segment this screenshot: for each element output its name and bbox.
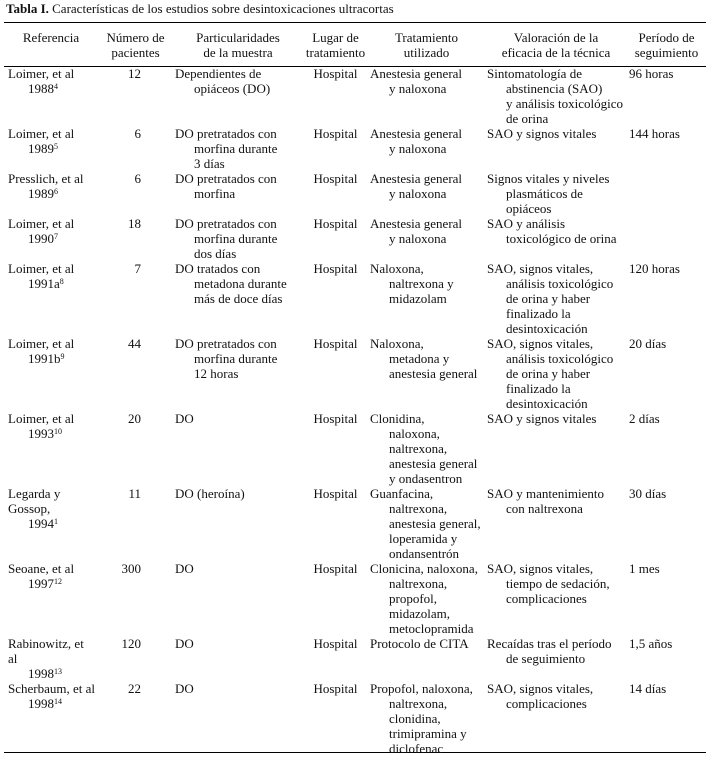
ref-year-value: 1994 bbox=[28, 516, 54, 531]
ref-year-value: 1990 bbox=[28, 231, 54, 246]
table-row bbox=[4, 561, 706, 636]
cell-referencia bbox=[4, 216, 98, 261]
ref-citation: 5 bbox=[54, 142, 58, 151]
cell-line: naltrexona, bbox=[389, 696, 448, 711]
cell-referencia bbox=[4, 636, 98, 681]
cell-line: y naloxona bbox=[389, 186, 447, 201]
ref-citation: 9 bbox=[60, 352, 65, 361]
cell-line: naltrexona, bbox=[389, 501, 448, 516]
cell-line: SAO y mantenimiento bbox=[487, 486, 604, 501]
table-row bbox=[4, 66, 706, 126]
ref-citation: 8 bbox=[59, 277, 64, 286]
cell-referencia bbox=[4, 66, 98, 126]
ref-year bbox=[8, 231, 58, 246]
ref-authors: Loimer, et al bbox=[8, 126, 75, 141]
cell-lugar: Hospital bbox=[313, 486, 358, 501]
cell-line: SAO y signos vitales bbox=[487, 126, 597, 141]
ref-year bbox=[8, 186, 58, 201]
ref-authors: Seoane, et al bbox=[8, 561, 75, 576]
cell-line: morfina bbox=[194, 186, 236, 201]
cell-line: desintoxicación bbox=[506, 321, 588, 336]
cell-line: DO (heroína) bbox=[175, 486, 245, 501]
cell-valoracion bbox=[485, 66, 627, 126]
ref-year-value: 1989 bbox=[28, 141, 54, 156]
cell-particularidades bbox=[173, 66, 303, 126]
cell-line: y análisis toxicológico bbox=[506, 96, 623, 111]
cell-line: DO pretratados con bbox=[175, 126, 277, 141]
cell-particularidades bbox=[173, 486, 303, 561]
cell-tratamiento bbox=[368, 261, 485, 336]
table-row bbox=[4, 261, 706, 336]
cell-particularidades bbox=[173, 216, 303, 261]
cell-referencia bbox=[4, 561, 98, 636]
cell-line: metadona y bbox=[389, 351, 450, 366]
cell-particularidades bbox=[173, 261, 303, 336]
cell-tratamiento bbox=[368, 561, 485, 636]
cell-line: anestesia general bbox=[389, 366, 478, 381]
ref-citation: 7 bbox=[54, 232, 58, 241]
cell-particularidades bbox=[173, 636, 303, 681]
ref-authors: Presslich, et al bbox=[8, 171, 84, 186]
cell-line: midazolam, bbox=[389, 606, 451, 621]
header-periodo: Período de seguimiento bbox=[634, 30, 699, 60]
cell-line: finalizado la bbox=[506, 306, 571, 321]
cell-line: DO pretratados con bbox=[175, 336, 277, 351]
cell-lugar: Hospital bbox=[313, 66, 358, 81]
cell-lugar: Hospital bbox=[313, 681, 358, 696]
ref-authors: Scherbaum, et al bbox=[8, 681, 95, 696]
cell-lugar: Hospital bbox=[313, 561, 358, 576]
cell-particularidades bbox=[173, 411, 303, 486]
cell-line: Recaídas tras el período bbox=[487, 636, 612, 651]
ref-year bbox=[8, 696, 62, 711]
cell-numero: 12 bbox=[128, 66, 141, 81]
cell-line: midazolam bbox=[389, 291, 447, 306]
cell-tratamiento bbox=[368, 636, 485, 681]
ref-year bbox=[8, 81, 58, 96]
cell-line: y naloxona bbox=[389, 81, 447, 96]
ref-citation: 6 bbox=[54, 187, 58, 196]
cell-line: morfina durante bbox=[194, 141, 278, 156]
cell-line: metadona durante bbox=[194, 276, 287, 291]
cell-periodo: 14 días bbox=[629, 681, 667, 696]
cell-line: abstinencia (SAO) bbox=[506, 81, 603, 96]
ref-year-value: 1988 bbox=[28, 81, 54, 96]
ref-authors: Loimer, et al bbox=[8, 261, 75, 276]
cell-tratamiento bbox=[368, 216, 485, 261]
cell-referencia bbox=[4, 171, 98, 216]
cell-line: de orina y haber bbox=[506, 366, 591, 381]
ref-year bbox=[8, 351, 65, 366]
cell-valoracion bbox=[485, 171, 627, 216]
ref-year bbox=[8, 516, 58, 531]
cell-line: naloxona, bbox=[389, 426, 440, 441]
header-particularidades: Particularidades de la muestra bbox=[196, 30, 280, 60]
cell-valoracion bbox=[485, 411, 627, 486]
ref-year bbox=[8, 666, 62, 681]
table-row bbox=[4, 126, 706, 171]
table-row bbox=[4, 216, 706, 261]
cell-line: DO pretratados con bbox=[175, 171, 277, 186]
cell-line: Anestesia general bbox=[370, 66, 463, 81]
cell-numero: 300 bbox=[121, 561, 141, 576]
cell-referencia bbox=[4, 126, 98, 171]
table-row bbox=[4, 411, 706, 486]
cell-periodo: 20 días bbox=[629, 336, 667, 351]
ref-authors: Loimer, et al bbox=[8, 411, 75, 426]
cell-lugar: Hospital bbox=[313, 171, 358, 186]
cell-line: SAO, signos vitales, bbox=[487, 561, 594, 576]
cell-line: anestesia general, bbox=[389, 516, 481, 531]
header-valoracion: Valoración de la eficacia de la técnica bbox=[501, 30, 611, 60]
cell-line: Anestesia general bbox=[370, 171, 463, 186]
cell-line: de seguimiento bbox=[506, 651, 586, 666]
cell-line: loperamida y bbox=[389, 531, 458, 546]
cell-periodo: 120 horas bbox=[629, 261, 680, 276]
cell-valoracion bbox=[485, 216, 627, 261]
cell-line: de orina y haber bbox=[506, 291, 591, 306]
cell-valoracion bbox=[485, 486, 627, 561]
ref-year-value: 1997 bbox=[28, 576, 54, 591]
cell-line: Anestesia general bbox=[370, 126, 463, 141]
cell-numero: 6 bbox=[134, 171, 141, 186]
cell-line: SAO, signos vitales, bbox=[487, 681, 594, 696]
studies-table bbox=[4, 24, 706, 758]
cell-particularidades bbox=[173, 336, 303, 411]
cell-line: Sintomatología de bbox=[487, 66, 582, 81]
cell-valoracion bbox=[485, 126, 627, 171]
cell-line: complicaciones bbox=[506, 696, 587, 711]
cell-line: Anestesia general bbox=[370, 216, 463, 231]
ref-citation: 14 bbox=[54, 697, 62, 706]
ref-year-value: 1991b bbox=[28, 351, 61, 366]
cell-line: Naloxona, bbox=[370, 261, 424, 276]
cell-line: anestesia general bbox=[389, 456, 478, 471]
cell-line: finalizado la bbox=[506, 381, 571, 396]
cell-line: diclofenac bbox=[389, 741, 444, 756]
cell-line: 3 días bbox=[194, 156, 225, 171]
header-lugar: Lugar de tratamiento bbox=[305, 30, 366, 60]
cell-line: complicaciones bbox=[506, 591, 587, 606]
cell-line: Guanfacina, bbox=[370, 486, 434, 501]
cell-line: DO bbox=[175, 636, 194, 651]
cell-line: DO pretratados con bbox=[175, 216, 277, 231]
cell-line: ondansentrón bbox=[389, 546, 460, 561]
cell-tratamiento bbox=[368, 486, 485, 561]
cell-numero: 18 bbox=[128, 216, 141, 231]
cell-numero: 6 bbox=[134, 126, 141, 141]
cell-line: propofol, bbox=[389, 591, 438, 606]
table-caption bbox=[6, 1, 394, 16]
top-rule bbox=[4, 22, 706, 23]
cell-particularidades bbox=[173, 126, 303, 171]
cell-line: Clonidina, bbox=[370, 411, 425, 426]
header-numero: Número de pacientes bbox=[106, 30, 165, 60]
cell-line: naltrexona, bbox=[389, 576, 448, 591]
cell-line: Signos vitales y niveles bbox=[487, 171, 610, 186]
cell-line: Dependientes de bbox=[175, 66, 262, 81]
cell-tratamiento bbox=[368, 681, 485, 758]
cell-periodo: 1,5 años bbox=[629, 636, 673, 651]
cell-line: y naloxona bbox=[389, 231, 447, 246]
table-body bbox=[4, 66, 706, 758]
ref-year-value: 1998 bbox=[28, 696, 54, 711]
table-row bbox=[4, 681, 706, 758]
header-tratamiento: Tratamiento utilizado bbox=[394, 30, 459, 60]
cell-valoracion bbox=[485, 561, 627, 636]
cell-lugar: Hospital bbox=[313, 216, 358, 231]
cell-line: SAO y signos vitales bbox=[487, 411, 597, 426]
cell-valoracion bbox=[485, 261, 627, 336]
cell-tratamiento bbox=[368, 126, 485, 171]
cell-numero: 11 bbox=[128, 486, 141, 501]
cell-line: trimipramina y bbox=[389, 726, 467, 741]
cell-lugar: Hospital bbox=[313, 411, 358, 426]
ref-year-value: 1991a bbox=[28, 276, 60, 291]
cell-line: desintoxicación bbox=[506, 396, 588, 411]
ref-year-value: 1998 bbox=[28, 666, 54, 681]
cell-tratamiento bbox=[368, 336, 485, 411]
cell-line: naltrexona y bbox=[389, 276, 454, 291]
cell-valoracion bbox=[485, 336, 627, 411]
cell-line: opiáceos bbox=[506, 201, 552, 216]
cell-tratamiento bbox=[368, 66, 485, 126]
cell-numero: 20 bbox=[128, 411, 141, 426]
ref-citation: 10 bbox=[54, 427, 62, 436]
cell-referencia bbox=[4, 261, 98, 336]
cell-line: metoclopramida bbox=[389, 621, 474, 636]
cell-lugar: Hospital bbox=[313, 636, 358, 651]
ref-year bbox=[8, 426, 62, 441]
cell-line: y ondasentron bbox=[389, 471, 463, 486]
cell-tratamiento bbox=[368, 171, 485, 216]
cell-line: análisis toxicológico bbox=[506, 276, 614, 291]
cell-periodo bbox=[627, 171, 706, 216]
cell-tratamiento bbox=[368, 411, 485, 486]
caption-label: Tabla I. bbox=[6, 1, 49, 16]
cell-line: de orina bbox=[506, 111, 549, 126]
cell-line: DO tratados con bbox=[175, 261, 261, 276]
cell-referencia bbox=[4, 336, 98, 411]
cell-periodo bbox=[627, 216, 706, 261]
header-row bbox=[4, 24, 706, 66]
cell-line: más de doce días bbox=[194, 291, 283, 306]
cell-line: plasmáticos de bbox=[506, 186, 583, 201]
cell-numero: 7 bbox=[134, 261, 141, 276]
cell-line: SAO, signos vitales, bbox=[487, 336, 594, 351]
ref-authors: Rabinowitz, et al bbox=[8, 636, 84, 666]
cell-particularidades bbox=[173, 561, 303, 636]
cell-line: Propofol, naloxona, bbox=[370, 681, 473, 696]
ref-authors: Legarda y Gossop, bbox=[8, 486, 61, 516]
ref-year-value: 1993 bbox=[28, 426, 54, 441]
ref-citation: 1 bbox=[54, 517, 58, 526]
ref-year-value: 1989 bbox=[28, 186, 54, 201]
ref-citation: 4 bbox=[54, 82, 58, 91]
cell-line: toxicológico de orina bbox=[506, 231, 617, 246]
cell-line: Protocolo de CITA bbox=[370, 636, 469, 651]
cell-line: DO bbox=[175, 681, 194, 696]
header-referencia: Referencia bbox=[22, 30, 80, 45]
ref-citation: 12 bbox=[54, 577, 62, 586]
cell-periodo: 2 días bbox=[629, 411, 660, 426]
ref-authors: Loimer, et al bbox=[8, 336, 75, 351]
caption-text: Características de los estudios sobre desintoxicaciones ultracortas bbox=[48, 1, 394, 16]
cell-line: DO bbox=[175, 411, 194, 426]
cell-line: DO bbox=[175, 561, 194, 576]
cell-numero: 120 bbox=[121, 636, 141, 651]
cell-numero: 44 bbox=[128, 336, 141, 351]
table-row bbox=[4, 486, 706, 561]
cell-valoracion bbox=[485, 681, 627, 758]
cell-lugar: Hospital bbox=[313, 126, 358, 141]
cell-line: dos días bbox=[194, 246, 237, 261]
cell-line: SAO, signos vitales, bbox=[487, 261, 594, 276]
cell-periodo: 1 mes bbox=[629, 561, 660, 576]
cell-line: clonidina, bbox=[389, 711, 441, 726]
ref-year bbox=[8, 276, 64, 291]
cell-line: y naloxona bbox=[389, 141, 447, 156]
cell-periodo: 144 horas bbox=[629, 126, 680, 141]
ref-year bbox=[8, 141, 58, 156]
cell-line: SAO y análisis bbox=[487, 216, 565, 231]
cell-particularidades bbox=[173, 171, 303, 216]
ref-authors: Loimer, et al bbox=[8, 66, 75, 81]
cell-line: tiempo de sedación, bbox=[506, 576, 610, 591]
cell-line: morfina durante bbox=[194, 351, 278, 366]
cell-numero: 22 bbox=[128, 681, 141, 696]
cell-particularidades bbox=[173, 681, 303, 758]
cell-lugar: Hospital bbox=[313, 261, 358, 276]
cell-line: naltrexona, bbox=[389, 441, 448, 456]
cell-line: Naloxona, bbox=[370, 336, 424, 351]
cell-line: con naltrexona bbox=[506, 501, 583, 516]
cell-referencia bbox=[4, 486, 98, 561]
table-row bbox=[4, 636, 706, 681]
cell-line: opiáceos (DO) bbox=[194, 81, 271, 96]
cell-line: 12 horas bbox=[194, 366, 239, 381]
cell-periodo: 96 horas bbox=[629, 66, 674, 81]
ref-year bbox=[8, 576, 62, 591]
cell-valoracion bbox=[485, 636, 627, 681]
cell-referencia bbox=[4, 411, 98, 486]
cell-referencia bbox=[4, 681, 98, 758]
cell-line: análisis toxicológico bbox=[506, 351, 614, 366]
cell-periodo: 30 días bbox=[629, 486, 667, 501]
cell-lugar: Hospital bbox=[313, 336, 358, 351]
cell-line: Clonicina, naloxona, bbox=[370, 561, 478, 576]
cell-line: morfina durante bbox=[194, 231, 278, 246]
ref-citation: 13 bbox=[54, 667, 62, 676]
ref-authors: Loimer, et al bbox=[8, 216, 75, 231]
table-row bbox=[4, 171, 706, 216]
table-row bbox=[4, 336, 706, 411]
